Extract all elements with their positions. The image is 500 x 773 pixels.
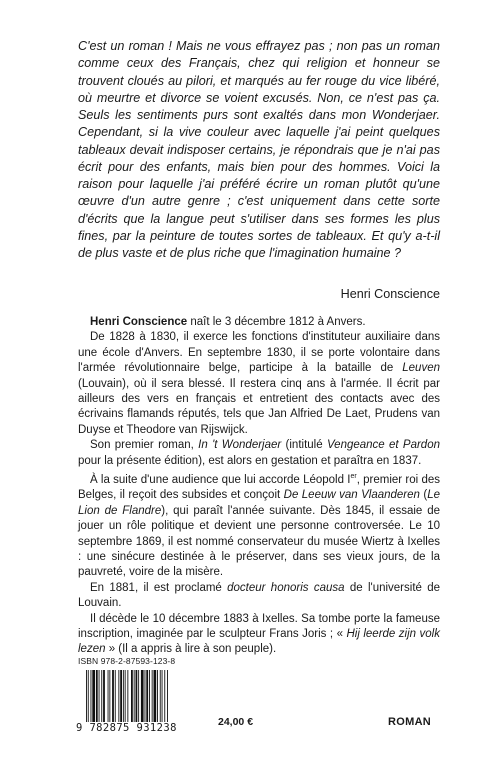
inscription: Hij leerde zijn volk lezen — [78, 627, 440, 656]
bio-text: , premier roi des Belges, il reçoit des subsides et conçoit — [78, 473, 440, 502]
bio-text: Il décède le 10 décembre 1883 à Ixelles. Sa tombe porte la fameuse inscription, imaginée par le sculpteur Frans Joris ; « — [78, 612, 440, 640]
bio-text: pour la présente édition), est alors en gestation et paraîtra en 1837. — [78, 454, 422, 467]
book-title: In 't Wonderjaer — [198, 439, 282, 452]
bio-text: À la suite d'une audience que lui accorde Léopold I — [90, 473, 351, 486]
bio-paragraph — [78, 581, 440, 612]
book-title: Le Lion de Flandre — [78, 489, 440, 517]
author-name: Henri Conscience — [90, 316, 188, 328]
book-title: Vengeance et Pardon — [326, 439, 440, 452]
bio-text: ( — [419, 489, 428, 502]
quote-attribution: Henri Conscience — [340, 287, 440, 301]
book-title: De Leeuw van Vlaanderen — [283, 489, 420, 502]
bio-text: De 1828 à 1830, il exerce les fonctions d'instituteur auxiliaire dans une école d'Anvers. En septembre 1830, il se porte volontaire dans l'armée révolutionnaire belge, participe à la bataille de — [78, 331, 440, 375]
genre-label: ROMAN — [388, 716, 432, 728]
bio-text: naît le 3 décembre 1812 à Anvers. — [187, 316, 366, 328]
isbn-label: ISBN 978-2-87593-123-8 — [78, 656, 176, 666]
bio-paragraph — [78, 469, 440, 581]
bio-paragraph — [78, 612, 440, 658]
bio-text: » (Il a appris à lire à son peuple). — [105, 643, 277, 656]
bio-paragraph — [78, 330, 440, 438]
barcode-icon — [84, 670, 202, 728]
place-name: Leuven — [402, 362, 440, 375]
bio-text: Son premier roman, — [90, 439, 199, 452]
barcode-digits: 9 782875 931238 — [76, 722, 177, 734]
bio-text: (Louvain), où il sera blessé. Il restera cinq ans à l'armée. Il écrit par ailleurs des vers en français et entretient des contacts avec des écrivains flamands réputés, tels que Jan Alfried De Laet, Prudens van Duyse et Theodore van Rijswijck. — [78, 377, 440, 436]
back-cover-quote: C'est un roman ! Mais ne vous effrayez pas ; non pas un roman comme ceux des Français, chez qui religion et honneur se trouvent cloués au pilori, et marqués au fer rouge du vice libéré, où meurtre et divorce se voient excusés. Non, ce n'est pas ça. Seuls les sentiments purs sont exaltés dans mon Wonderjaer. Cependant, si la vive couleur avec laquelle j'ai peint quelques tableaux devait indisposer certains, je répondrais que je n'ai pas écrit pour des enfants, mais bien pour des hommes. Voici la raison pour laquelle j'ai préféré écrire un roman plutôt qu'une œuvre d'un autre genre ; c'est uniquement dans cette sorte d'écrits que la langue peut s'utiliser dans ses formes les plus fines, par la peinture de toutes sortes de tableaux. Et qu'y a-t-il de plus vaste et de plus riche que l'imagination humaine ? — [78, 39, 440, 260]
ordinal-suffix: er — [350, 473, 357, 481]
bio-text: de l'université de Louvain. — [78, 581, 441, 610]
author-biography — [78, 315, 440, 658]
bio-paragraph — [78, 438, 440, 469]
price-label: 24,00 € — [218, 716, 254, 728]
honorary-title: docteur honoris causa — [227, 581, 345, 594]
bio-text: En 1881, il est proclamé — [90, 581, 228, 594]
bio-text: ), qui paraît l'année suivante. Dès 1845, il essaie de jouer un rôle politique et devient une personne controversée. Le 10 septembre 1869, il est nommé conservateur du musée Wiertz à Ixelles : une sinécure destinée à le préserver, dans ses vieux jours, de la pauvreté, voire de la misère. — [78, 504, 440, 579]
bio-paragraph — [78, 315, 440, 330]
bio-text: (intitulé — [281, 439, 327, 452]
